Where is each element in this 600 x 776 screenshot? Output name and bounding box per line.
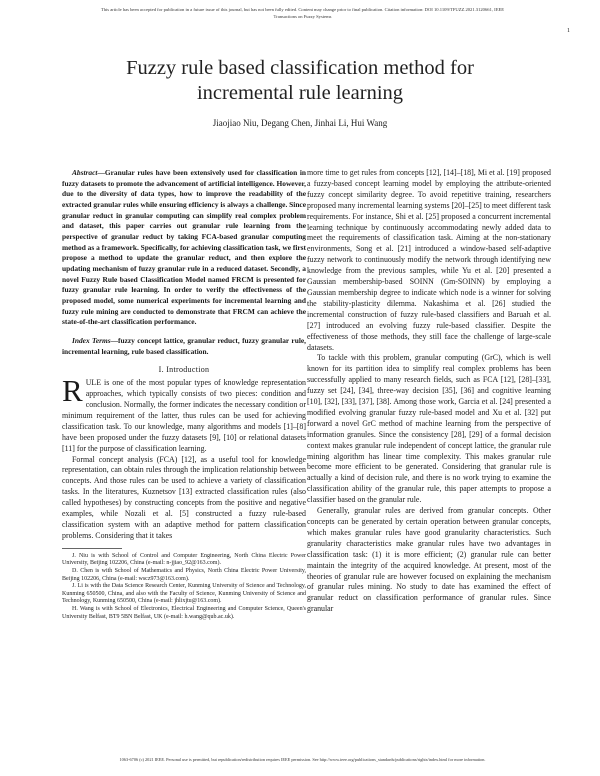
right-paragraph-3: Generally, granular rules are derived from granular concepts. Other concepts can be generated by certain operation between granular concepts, which makes granular rules have good granularity characteristics. Such granularity characteristics make granular rules have two advantages in classification task: (1) it is more efficient; (2) granular rule can better maintain the integrity of the acquired knowledge. At present, most of the theories of granular rule are however focused on explaining the mechanism of granular rules mining. No study to date has examined the effect of granular reduct on classification performance of granular rules. Since granular	[307, 506, 551, 614]
page-number: 1	[567, 28, 570, 34]
paper-title	[40, 56, 560, 106]
right-column	[307, 168, 551, 615]
author-list: Jiaojiao Niu, Degang Chen, Jinhai Li, Hui Wang	[212, 118, 388, 128]
paper-title-line-1: Fuzzy rule based classification method for	[126, 57, 474, 79]
index-terms	[62, 336, 306, 357]
abstract-text: —Granular rules have been extensively used for classification in fuzzy datasets to promote the advancement of artificial intelligence. However, due to the diversity of data types, how to improve the readability of the extracted granular rules while ensuring efficiency is always a challenge. Since granular reduct in granular computing can simplify real complex problem and dataset, this paper carries out granular rule learning from the perspective of granular reduct by taking FCA-based granular computing method as a framework. Specifically, for achieving classification task, we first propose a method to update the granular reduct, and then explore the updating mechanism of fuzzy granular rule in a reduced dataset. Secondly, a novel Fuzzy Rule based Classification Model named FRCM is presented for fuzzy granular rule learning. In order to verify the effectiveness of the proposed model, some numerical experiments for incremental learning and fuzzy rule mining are conducted to demonstrate that FRCM can achieve the state-of-the-art classification performance.	[62, 168, 306, 327]
drop-cap: R	[62, 373, 83, 409]
footnote-author-1: J. Niu is with School of Control and Computer Engineering, North China Electric Power University, Beijing 102206, China (e-mail: n-jjiao_92@163.com).	[62, 552, 306, 567]
paper-title-line-2: incremental rule learning	[196, 82, 404, 104]
left-column	[62, 168, 306, 621]
section-heading-introduction: I. Introduction	[158, 365, 210, 375]
footnote-divider	[62, 548, 122, 549]
footnote-author-3: J. Li is with the Data Science Research Center, Kunming University of Science and Technology, Kunming 650500, China, and also with the Faculty of Science, Kunming University of Science and Technology, Kunming 650500, China (e-mail: jhlixjtu@163.com).	[62, 583, 306, 605]
footnote-author-2: D. Chen is with School of Mathematics and Physics, North China Electric Power University, Beijing 102206, China (e-mail: wscz973@163.com).	[62, 567, 306, 582]
journal-header-notice: This article has been accepted for publication in a future issue of this journal, but has not been fully edited. Content may change prior to final publication. Citation information: DOI 10.1109/TFUZZ.2021.3120661, IEEE	[100, 7, 505, 12]
right-paragraph-1: more time to get rules from concepts [12], [14]–[18], Mi et al. [19] proposed a fuzzy-based concept learning model by employing the attribute-oriented fuzzy concept similarity degree. To avoid repetitive training, researchers proposed many incremental learning systems [20]–[25] to meet different task requirements. For instance, Shi et al. [25] proposed a concurrent incremental learning technique by continuously accommodating newly added data to meet the requirements of classification task. Aiming at the non-stationary environments, Song et al. [21] introduced a window-based self-adaptive fuzzy network to continuously modify the network through identifying new knowledge from the previous samples, while Yu et al. [20] presented a Gaussian membership-based SOINN (Gm-SOINN) by employing a Gaussian membership degree to indicate which node is a winner for solving the stability-plasticity dilemma. Nakashima et al. [26] studied the incremental construction of fuzzy rule-based classifiers and Baruah et al. [27] introduced an evolving fuzzy rule-based classifier. Despite the effectiveness of those methods, they still face the challenge of large-scale datasets.	[307, 168, 551, 352]
index-terms-label: Index Terms	[72, 335, 111, 345]
journal-name: Transactions on Fuzzy Systems	[273, 13, 332, 19]
right-paragraph-2: To tackle with this problem, granular computing (GrC), which is well known for its partition idea to simplify real complex problems has been successfully applied to many research fields, such as FCA [12], [28]–[33], fuzzy set [24], [34], three-way decision [35], [36] and cognitive learning [10], [32], [33], [37], [38]. Among those work, Garcia et al. [24] presented a modified evolving granular fuzzy rule-based model and Xu et al. [32] put forward a novel GrC method of machine learning from the perspective of information granules. Since the consistency [28], [29] of a formal decision context makes granular rule independent of concept lattice, the granular rule mining algorithm has linear time complexity. This makes granular rule become more efficient to be generated. Considering that granular rule is actually a kind of decision rule, and there is no work trying to examine the classification ability of the granular rule, this paper attempts to propose a classifier based on the granular rule.	[307, 353, 551, 505]
intro-paragraph-2: Formal concept analysis (FCA) [12], as a useful tool for knowledge representation, can obtain rules through the implication relationship between concepts. And those rules can be used to achieve a variety of classification tasks. In the literatures, Kuznetsov [13] extracted classification rules (also called hypotheses) by constructing concepts from the positive and negative examples, while Nozali et al. [5] constructed a fuzzy rule-based classification system with an adaptive method for pattern classification problems. Considering that it takes	[62, 454, 306, 540]
abstract-label: Abstract	[72, 168, 98, 177]
intro-paragraph-1-text: ULE is one of the most popular types of knowledge representation approaches, which typically consists of two pieces: condition and conclusion. Normally, the former indicates the necessary condition or minimum requirement of the latter, thus rules can be used for achieving classification task. To our knowledge, many algorithms and models [1]–[8] have been proposed under the fuzzy datasets [9], [10] or relational datasets [11] for the purpose of classification learning.	[62, 378, 306, 453]
intro-paragraph-1	[62, 373, 306, 454]
copyright-footer: 1063-6706 (c) 2021 IEEE. Personal use is permitted, but republication/redistribution requires IEEE permission. See http://www.ieee.org/publications_standards/publications/rights/index.html for more information.	[119, 757, 486, 762]
abstract	[62, 168, 306, 328]
footnote-author-4: H. Wang is with School of Electronics, Electrical Engineering and Computer Science, Queen's University Belfast, BT9 5BN Belfast, UK (e-mail: h.wang@qub.ac.uk).	[62, 605, 306, 620]
index-terms-text: —fuzzy concept lattice, granular reduct, fuzzy granular rule, incremental learning, rule based classification.	[62, 335, 307, 356]
